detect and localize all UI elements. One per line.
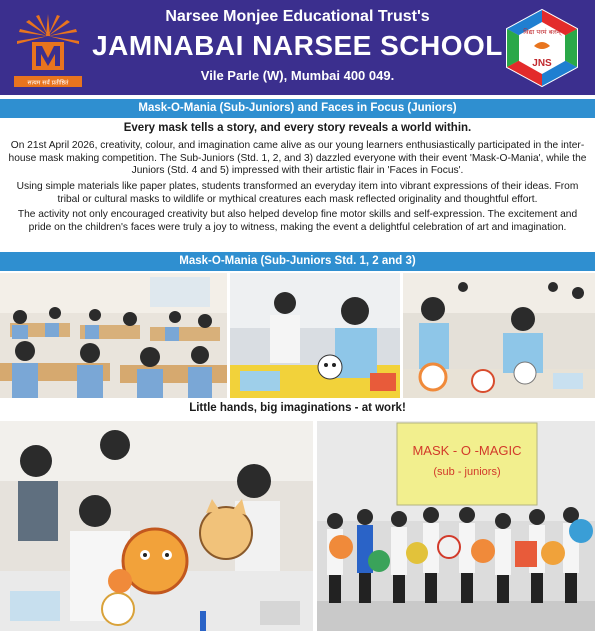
- outcome-paragraph: The activity not only encouraged creativity but also helped develop fine motor skills and self-expression. The excitement and pride on the children's faces were truly a joy to witness, making the event a delightful celebration of art and imagination.: [17, 209, 578, 233]
- subsection-banner: Mask-O-Mania (Sub-Juniors Std. 1, 2 and 3): [0, 252, 595, 271]
- school-address: Vile Parle (W), Mumbai 400 049.: [200, 68, 395, 83]
- screen-subtitle: (sub - juniors): [433, 466, 501, 478]
- school-name: JAMNABAI NARSEE SCHOOL: [92, 30, 503, 61]
- screen-title: MASK - O -MAGIC: [412, 443, 522, 458]
- students-with-plates-photo: [403, 273, 595, 398]
- classroom-photo: [0, 273, 227, 398]
- logo-letters: JNS: [532, 58, 552, 69]
- photo-caption: Little hands, big imaginations - at work!: [189, 402, 406, 414]
- presentation-screen: [397, 423, 537, 505]
- section-banner: Mask-O-Mania (Sub-Juniors) and Faces in Focus (Juniors): [0, 99, 595, 118]
- logo-motto-text: विद्या परमं बलम्: [523, 28, 561, 36]
- tagline: Every mask tells a story, and every story reveals a world within.: [123, 122, 472, 134]
- trust-name: Narsee Monjee Educational Trust's: [165, 8, 430, 25]
- jns-hexagon-logo: [503, 8, 581, 88]
- emblem-motto: सत्यम सर्वं प्रतीष्ठितं: [27, 79, 69, 87]
- boy-painting-mask-photo: [230, 273, 400, 398]
- kids-with-masks-photo: [0, 421, 313, 631]
- header: [0, 0, 595, 95]
- materials-paragraph: Using simple materials like paper plates, students transformed an everyday item into vibrant expressions of their ideas. From tribal or cultural masks to wildlife or mythical creatures each mask reflected originality and thoughtful effort.: [16, 181, 579, 205]
- intro-paragraph: On 21st April 2026, creativity, colour, and imagination came alive as our young learners enthusiastically participated in the inter-house mask making competition. The Sub-Juniors (Std. 1, 2, and 3) dazzled everyone with their event 'Mask-O-Mania', while the Juniors (Std. 4 and 5) impressed with their artistic flair in 'Faces in Focus'.: [8, 140, 587, 176]
- group-with-screen-photo: [317, 421, 595, 631]
